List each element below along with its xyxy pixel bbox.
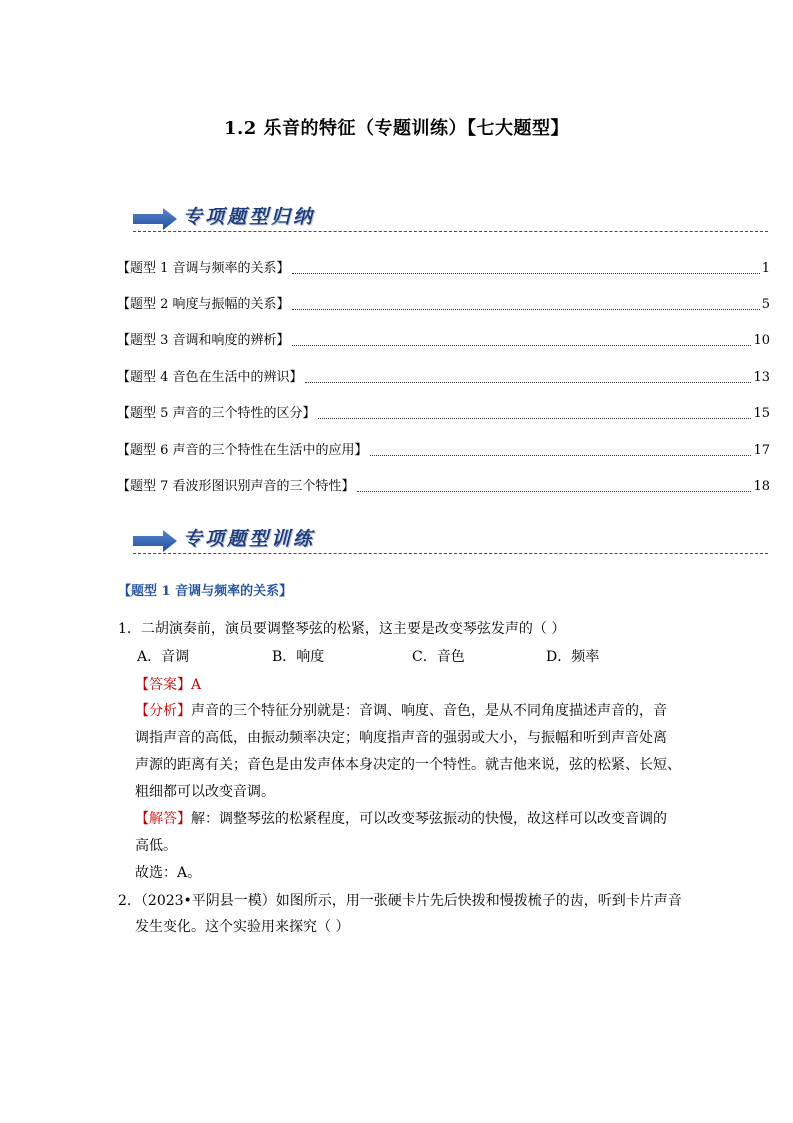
solution-tag: 【解答】 [135,811,191,827]
toc-leader-dots [305,382,752,383]
toc-entry[interactable] [117,405,770,423]
toc-entry[interactable] [117,478,770,496]
toc-entry-page: 5 [761,297,770,312]
toc-section-header [133,200,768,236]
toc-entry-label: 【题型 5 声音的三个特性的区分】 [117,406,316,421]
question-1-stem: 1．二胡演奏前，演员要调整琴弦的松紧，这主要是改变琴弦发声的（ ） [118,621,566,637]
answer-value: A [191,677,202,693]
right-arrow-icon [133,530,177,552]
toc-leader-dots [292,309,760,310]
question-1-options [137,648,617,666]
toc-entry-label: 【题型 6 声音的三个特性在生活中的应用】 [117,443,368,458]
solution-text: 解：调整琴弦的松紧程度，可以改变琴弦振动的快慢，故这样可以改变音调的 [191,811,667,827]
toc-section-heading: 专项题型归纳 [183,206,316,228]
toc-entry-page: 10 [753,333,770,348]
analysis-line-3: 声源的距离有关；音色是由发声体本身决定的一个特性。就吉他来说，弦的松紧、长短、 [135,757,681,773]
toc-entry-page: 15 [753,406,770,421]
toc-leader-dots [370,455,752,456]
page-title: 1.2 乐音的特征（专题训练）【七大题型】 [223,118,570,139]
right-arrow-icon [133,208,177,230]
answer-line [135,676,201,694]
training-section-heading: 专项题型训练 [183,528,316,550]
topic-heading: 【题型 1 音调与频率的关系】 [118,584,293,599]
toc-entry-page: 1 [761,261,770,276]
training-section-header [133,522,768,558]
toc-entry-label: 【题型 7 看波形图识别声音的三个特性】 [117,479,355,494]
toc-leader-dots [318,418,752,419]
analysis-line-4: 粗细都可以改变音调。 [135,784,275,800]
toc-entry[interactable] [117,369,770,387]
toc-entry-page: 13 [753,370,770,385]
analysis-line-2: 调指声音的高低，由振动频率决定；响度指声音的强弱或大小，与振幅和听到声音处离 [135,730,667,746]
option-a[interactable]: A．音调 [137,649,190,665]
analysis-tag: 【分析】 [135,703,191,719]
toc-entry-label: 【题型 1 音调与频率的关系】 [117,261,290,276]
toc-entry-page: 17 [753,443,770,458]
analysis-line-1 [135,702,667,720]
section-divider [133,231,768,232]
option-d[interactable]: D．频率 [546,649,600,665]
toc-entry[interactable] [117,442,770,460]
option-c[interactable]: C．音色 [412,649,465,665]
toc-entry-label: 【题型 2 响度与振幅的关系】 [117,297,290,312]
solution-line-1 [135,810,667,828]
conclusion: 故选：A。 [135,865,202,881]
option-b[interactable]: B．响度 [272,649,325,665]
toc-entry-page: 18 [753,479,770,494]
toc-leader-dots [292,273,760,274]
section-divider [133,553,768,554]
toc-entry[interactable] [117,260,770,278]
answer-tag: 【答案】 [135,677,191,693]
toc-entry[interactable] [117,296,770,314]
solution-line-2: 高低。 [135,838,177,854]
toc-leader-dots [357,491,752,492]
toc-entry[interactable] [117,332,770,350]
toc-leader-dots [292,345,752,346]
question-2-stem-line-1: 2．（2023•平阴县一模）如图所示，用一张硬卡片先后快拨和慢拨梳子的齿，听到卡片声音 [118,893,682,909]
analysis-text: 声音的三个特征分别就是：音调、响度、音色，是从不同角度描述声音的，音 [191,703,667,719]
toc-entry-label: 【题型 4 音色在生活中的辨识】 [117,370,303,385]
toc-entry-label: 【题型 3 音调和响度的辨析】 [117,333,290,348]
question-2-stem-line-2: 发生变化。这个实验用来探究（ ） [135,919,350,935]
